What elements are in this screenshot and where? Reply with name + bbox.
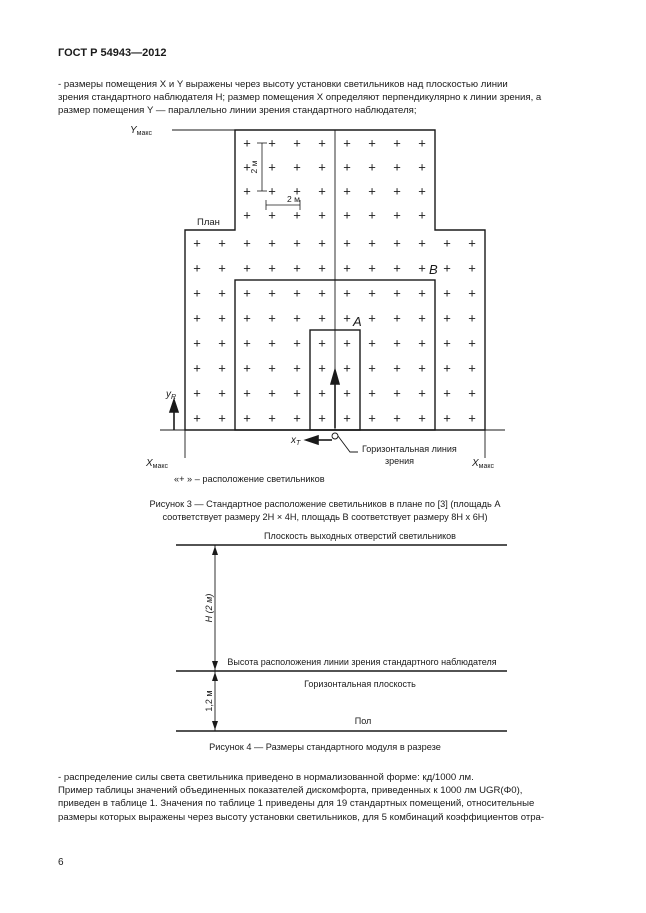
luminaire-mark: +: [393, 335, 401, 351]
luminaire-mark: +: [468, 360, 476, 376]
luminaire-mark: +: [318, 159, 326, 175]
luminaire-mark: +: [343, 385, 351, 401]
dim-h-label: 2 м: [287, 194, 300, 204]
area-a-label: A: [353, 314, 362, 329]
intro-line: - размеры помещения X и Y выражены через высоту установки светильников над плоскостью линии: [58, 79, 508, 90]
luminaire-mark: +: [393, 310, 401, 326]
luminaire-legend: «+ » – расположение светильников: [174, 474, 325, 484]
luminaire-mark: +: [418, 335, 426, 351]
luminaire-mark: +: [318, 235, 326, 251]
figure-4-caption: Рисунок 4 — Размеры стандартного модуля в разрезе: [209, 742, 441, 752]
luminaire-mark: +: [293, 135, 301, 151]
figure-3-caption: [80, 498, 570, 523]
y-r-label: $y_R$: [166, 389, 177, 401]
luminaire-mark: +: [393, 285, 401, 301]
luminaire-mark: +: [318, 183, 326, 199]
luminaire-mark: +: [243, 159, 251, 175]
caption-line: Рисунок 3 — Стандартное расположение светильников в плане по [3] (площадь A: [149, 499, 501, 509]
luminaire-mark: +: [368, 310, 376, 326]
x-max-right-label: $X_{макс}$: [472, 458, 495, 470]
luminaire-mark: +: [243, 260, 251, 276]
luminaire-mark: +: [218, 410, 226, 426]
luminaire-mark: +: [193, 260, 201, 276]
x-t-label: $x_T$: [291, 435, 301, 447]
luminaire-mark: +: [293, 310, 301, 326]
luminaire-mark: +: [268, 385, 276, 401]
luminaire-mark: +: [343, 235, 351, 251]
intro-line: зрения стандартного наблюдателя H; размер помещения X определяют перпендикулярно к линии зрения, а: [58, 92, 542, 104]
luminaire-mark: +: [443, 310, 451, 326]
luminaire-mark: +: [443, 385, 451, 401]
sight-line-label-2: зрения: [385, 456, 415, 466]
luminaire-mark: +: [368, 159, 376, 175]
observer-icon: [332, 433, 338, 439]
luminaire-mark: +: [193, 310, 201, 326]
luminaire-mark: +: [193, 335, 201, 351]
luminaire-mark: +: [318, 207, 326, 223]
luminaire-mark: +: [318, 360, 326, 376]
luminaire-mark: +: [393, 235, 401, 251]
luminaire-mark: +: [343, 335, 351, 351]
luminaire-mark: +: [418, 410, 426, 426]
intro-line: размер помещения Y — параллельно линии зрения стандартного наблюдателя;: [58, 105, 417, 117]
luminaire-mark: +: [243, 410, 251, 426]
luminaire-mark: +: [343, 260, 351, 276]
luminaire-mark: +: [193, 285, 201, 301]
luminaire-mark: +: [393, 410, 401, 426]
luminaire-mark: +: [368, 183, 376, 199]
horizontal-plane-label: Горизонтальная плоскость: [304, 679, 416, 689]
luminaire-mark: +: [243, 285, 251, 301]
luminaire-mark: +: [368, 235, 376, 251]
luminaire-mark: +: [293, 207, 301, 223]
luminaire-mark: +: [418, 360, 426, 376]
luminaire-mark: +: [218, 360, 226, 376]
luminaire-mark: +: [218, 260, 226, 276]
luminaire-mark: +: [268, 207, 276, 223]
eye-level-label: Высота расположения линии зрения стандартного наблюдателя: [227, 657, 497, 667]
arrow-up-icon: [170, 400, 178, 412]
luminaire-mark: +: [243, 335, 251, 351]
luminaire-mark: +: [418, 285, 426, 301]
luminaire-plane-label: Плоскость выходных отверстий светильников: [264, 531, 456, 541]
luminaire-mark: +: [218, 310, 226, 326]
luminaire-mark: +: [443, 235, 451, 251]
luminaire-mark: +: [368, 385, 376, 401]
luminaire-mark: +: [243, 310, 251, 326]
luminaire-mark: +: [468, 260, 476, 276]
luminaire-mark: +: [193, 360, 201, 376]
h-2m-label: H (2 м): [204, 593, 214, 623]
luminaire-mark: +: [293, 183, 301, 199]
luminaire-mark: +: [393, 207, 401, 223]
luminaire-mark: +: [393, 159, 401, 175]
luminaire-mark: +: [243, 183, 251, 199]
body-line: - распределение силы света светильника приведено в нормализованной форме: кд/1000 лм.: [58, 772, 474, 783]
luminaire-mark: +: [318, 285, 326, 301]
luminaire-mark: +: [368, 207, 376, 223]
luminaire-mark: +: [293, 335, 301, 351]
luminaire-mark: +: [418, 385, 426, 401]
luminaire-mark: +: [393, 260, 401, 276]
luminaire-mark: +: [468, 410, 476, 426]
luminaire-mark: +: [418, 207, 426, 223]
floor-label: Пол: [354, 716, 372, 726]
luminaire-mark: +: [218, 285, 226, 301]
body-line: размеры которых выражены через высоту установки светильников, для 5 комбинаций коэффициентов отра-: [58, 811, 545, 823]
luminaire-mark: +: [293, 410, 301, 426]
luminaire-mark: +: [243, 207, 251, 223]
luminaire-mark: +: [293, 235, 301, 251]
luminaire-mark: +: [293, 159, 301, 175]
arrow-left-icon: [306, 436, 318, 444]
luminaire-mark: +: [468, 285, 476, 301]
luminaire-mark: +: [318, 135, 326, 151]
arrow-down-icon: [212, 661, 218, 670]
luminaire-mark: +: [393, 135, 401, 151]
luminaire-mark: +: [268, 310, 276, 326]
luminaire-mark: +: [343, 159, 351, 175]
area-b-label: B: [429, 262, 438, 277]
luminaire-mark: +: [418, 183, 426, 199]
luminaire-mark: +: [468, 310, 476, 326]
luminaire-mark: +: [418, 235, 426, 251]
luminaire-mark: +: [393, 385, 401, 401]
luminaire-mark: +: [343, 360, 351, 376]
y-max-label: $Y_{макс}$: [130, 125, 153, 137]
luminaire-mark: +: [368, 335, 376, 351]
luminaire-mark: +: [193, 410, 201, 426]
luminaire-mark: +: [243, 135, 251, 151]
luminaire-mark: +: [268, 410, 276, 426]
luminaire-mark: +: [193, 235, 201, 251]
luminaire-mark: +: [443, 410, 451, 426]
luminaire-mark: +: [443, 260, 451, 276]
luminaire-mark: +: [443, 285, 451, 301]
caption-line: соответствует размеру 2H × 4H, площадь B соответствует размеру 8H x 6H): [162, 511, 488, 522]
luminaire-mark: +: [293, 360, 301, 376]
luminaire-mark: +: [318, 385, 326, 401]
luminaire-mark: +: [318, 335, 326, 351]
luminaire-mark: +: [268, 260, 276, 276]
luminaire-mark: +: [343, 285, 351, 301]
arrow-up-icon: [331, 370, 339, 384]
luminaire-mark: +: [368, 410, 376, 426]
luminaire-mark: +: [243, 385, 251, 401]
body-paragraph: [58, 771, 606, 824]
luminaire-mark: +: [243, 235, 251, 251]
luminaire-mark: +: [193, 385, 201, 401]
luminaire-mark: +: [293, 285, 301, 301]
sight-line-leader: [338, 436, 358, 452]
luminaire-mark: +: [268, 335, 276, 351]
luminaire-mark: +: [293, 260, 301, 276]
sight-line-label-1: Горизонтальная линия: [362, 444, 457, 454]
luminaire-mark: +: [343, 207, 351, 223]
luminaire-mark: +: [268, 135, 276, 151]
luminaire-mark: +: [293, 385, 301, 401]
arrow-up-icon: [212, 672, 218, 681]
arrow-up-icon: [212, 546, 218, 555]
arrow-down-icon: [212, 721, 218, 730]
dim-v-label: 2 м: [249, 160, 259, 174]
luminaire-mark: +: [343, 183, 351, 199]
luminaire-mark: +: [318, 260, 326, 276]
luminaire-mark: +: [318, 310, 326, 326]
luminaire-mark: +: [368, 260, 376, 276]
luminaire-mark: +: [218, 235, 226, 251]
plan-label: План: [197, 217, 220, 228]
luminaire-mark: +: [468, 335, 476, 351]
luminaire-mark: +: [368, 360, 376, 376]
luminaire-mark: +: [268, 285, 276, 301]
luminaire-mark: +: [218, 385, 226, 401]
luminaire-mark: +: [218, 335, 226, 351]
luminaire-mark: +: [268, 235, 276, 251]
luminaire-mark: +: [368, 285, 376, 301]
h-12-label: 1,2 м: [204, 690, 214, 712]
luminaire-mark: +: [368, 135, 376, 151]
luminaire-mark: +: [443, 335, 451, 351]
x-max-left-label: $X_{макс}$: [146, 458, 169, 470]
luminaire-mark: +: [318, 410, 326, 426]
luminaire-mark: +: [418, 260, 426, 276]
luminaire-mark: +: [243, 360, 251, 376]
luminaire-mark: +: [343, 135, 351, 151]
luminaire-mark: +: [268, 360, 276, 376]
luminaire-mark: +: [418, 159, 426, 175]
luminaire-mark: +: [393, 360, 401, 376]
body-line: приведен в таблице 1. Значения по таблице 1 приведены для 19 стандартных помещений, относительные: [58, 798, 535, 810]
luminaire-mark: +: [468, 385, 476, 401]
body-line: Пример таблицы значений объединенных показателей дискомфорта, приведенных к 1000 лм UGR(Φ0),: [58, 785, 523, 797]
luminaire-mark: +: [418, 135, 426, 151]
document-header: ГОСТ Р 54943—2012: [58, 47, 167, 59]
luminaire-mark: +: [393, 183, 401, 199]
page-number: 6: [58, 857, 64, 868]
luminaire-mark: +: [443, 360, 451, 376]
luminaire-mark: +: [268, 159, 276, 175]
luminaire-mark: +: [268, 183, 276, 199]
luminaire-mark: +: [418, 310, 426, 326]
luminaire-mark: +: [343, 310, 351, 326]
luminaire-mark: +: [343, 410, 351, 426]
luminaire-mark: +: [468, 235, 476, 251]
